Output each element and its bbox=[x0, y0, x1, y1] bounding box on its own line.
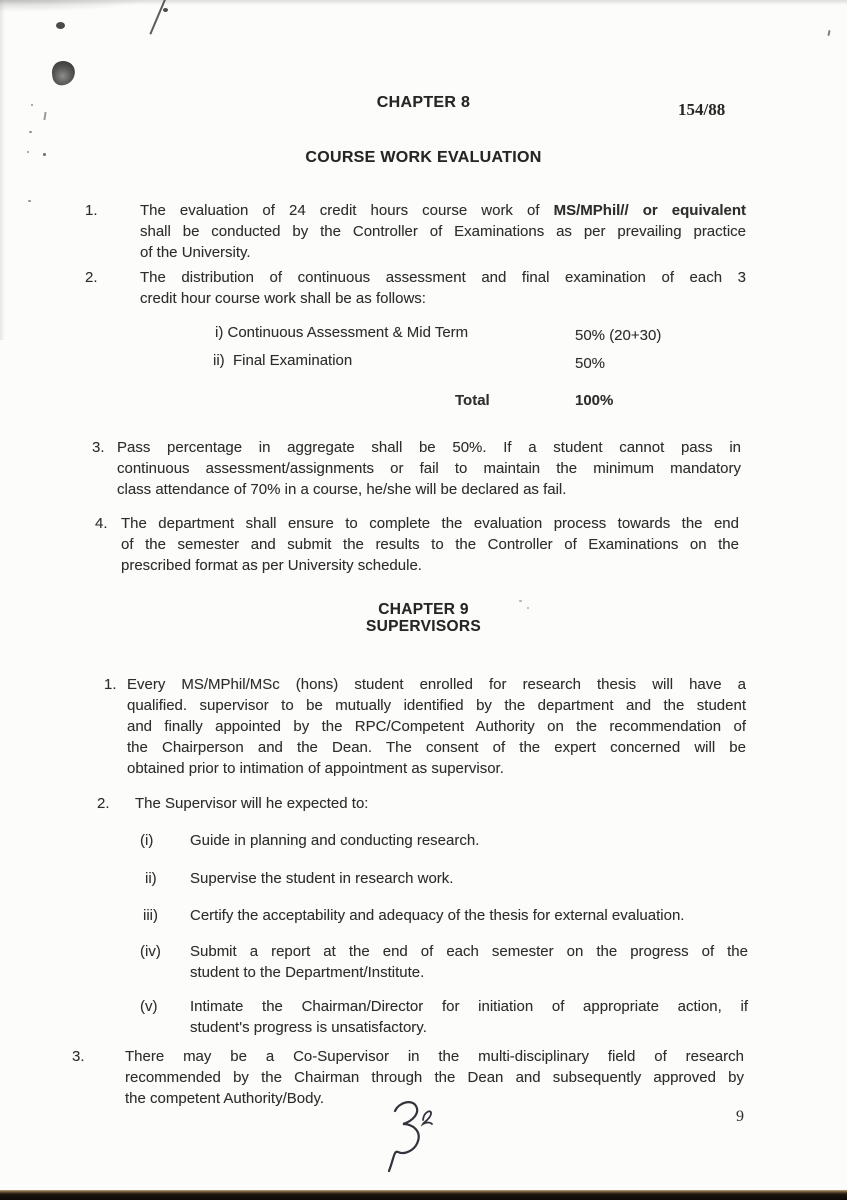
duty-number: (v) bbox=[140, 998, 158, 1015]
scan-speck bbox=[29, 131, 32, 133]
text-line: the Chairperson and the Dean. The consent of the expert concerned will be bbox=[127, 739, 746, 756]
chapter8-heading: COURSE WORK EVALUATION bbox=[305, 149, 542, 166]
list-number: 1. bbox=[104, 676, 117, 693]
text-line: The Supervisor will he expected to: bbox=[135, 795, 369, 812]
text-line: Every MS/MPhil/MSc (hons) student enrolled for research thesis will have a bbox=[127, 676, 746, 693]
text-line: obtained prior to intimation of appointment as supervisor. bbox=[127, 760, 504, 777]
duty-number: iii) bbox=[143, 907, 158, 924]
distribution-row-value: 50% bbox=[575, 355, 606, 372]
text-line: and finally appointed by the RPC/Competent Authority on the recommendation of bbox=[127, 718, 746, 735]
chapter8-title: CHAPTER 8 bbox=[376, 94, 471, 111]
duty-text: Guide in planning and conducting research. bbox=[190, 832, 480, 849]
text-line: There may be a Co-Supervisor in the multi-disciplinary field of research bbox=[125, 1048, 744, 1065]
list-number: 2. bbox=[85, 269, 98, 286]
ink-dot bbox=[56, 22, 65, 29]
text-line: continuous assessment/assignments or fail to maintain the minimum mandatory bbox=[117, 460, 741, 477]
pen-stroke bbox=[149, 0, 166, 34]
text-line: credit hour course work shall be as follows: bbox=[140, 290, 426, 307]
ink-blob bbox=[50, 60, 76, 87]
handwritten-mark bbox=[383, 1098, 447, 1178]
list-number: 3. bbox=[92, 439, 105, 456]
text-line: shall be conducted by the Controller of Examinations as per prevailing practice bbox=[140, 223, 746, 240]
text-line: prescribed format as per University schedule. bbox=[121, 557, 422, 574]
text-line: recommended by the Chairman through the Dean and subsequently approved by bbox=[125, 1069, 744, 1086]
page-number: 9 bbox=[736, 1108, 744, 1125]
text-line: Pass percentage in aggregate shall be 50%. If a student cannot pass in bbox=[117, 439, 741, 456]
distribution-total-value: 100% bbox=[575, 392, 614, 409]
text-segment-bold: MS/MPhil// or equivalent bbox=[553, 202, 746, 219]
duty-number: ii) bbox=[145, 870, 157, 887]
duty-text: Certify the acceptability and adequacy of the thesis for external evaluation. bbox=[190, 907, 685, 924]
scan-left-smudge bbox=[0, 0, 5, 340]
scan-tick bbox=[43, 112, 46, 120]
duty-number: (iv) bbox=[140, 943, 161, 960]
reference-number: 154/88 bbox=[678, 100, 726, 119]
chapter9-title: CHAPTER 9 bbox=[378, 601, 469, 618]
scan-speck bbox=[827, 30, 830, 36]
text-line: class attendance of 70% in a course, he/she will be declared as fail. bbox=[117, 481, 567, 498]
list-number: 4. bbox=[95, 515, 108, 532]
distribution-row-value: 50% (20+30) bbox=[575, 327, 662, 344]
duty-number: (i) bbox=[140, 832, 154, 849]
text-segment: The evaluation of 24 credit hours course work of bbox=[140, 202, 554, 219]
distribution-row-label: i) Continuous Assessment & Mid Term bbox=[215, 324, 469, 341]
text-line: The department shall ensure to complete the evaluation process towards the end bbox=[121, 515, 739, 532]
list-number: 1. bbox=[85, 202, 98, 219]
text-line: of the semester and submit the results to the Controller of Examinations on the bbox=[121, 536, 739, 553]
duty-text: student to the Department/Institute. bbox=[190, 964, 425, 981]
list-number: 2. bbox=[97, 795, 110, 812]
distribution-total-label: Total bbox=[455, 392, 490, 409]
chapter9-heading: SUPERVISORS bbox=[366, 618, 481, 635]
duty-text: Supervise the student in research work. bbox=[190, 870, 454, 887]
text-line bbox=[140, 200, 746, 221]
text-line: The distribution of continuous assessment and final examination of each 3 bbox=[140, 269, 746, 286]
list-number: 3. bbox=[72, 1048, 85, 1065]
distribution-row-label: ii) Final Examination bbox=[213, 352, 353, 369]
duty-text: Intimate the Chairman/Director for initiation of appropriate action, if bbox=[190, 998, 748, 1015]
duty-text: student's progress is unsatisfactory. bbox=[190, 1019, 427, 1036]
text-line: qualified. supervisor to be mutually identified by the department and the student bbox=[127, 697, 746, 714]
scan-bottom-edge bbox=[0, 1190, 847, 1200]
scan-corner-smudge bbox=[0, 0, 150, 12]
text-line: the competent Authority/Body. bbox=[125, 1090, 325, 1107]
scan-speck bbox=[28, 200, 31, 202]
duty-text: Submit a report at the end of each semester on the progress of the bbox=[190, 943, 748, 960]
text-line: of the University. bbox=[140, 244, 251, 261]
pen-dot bbox=[163, 8, 168, 12]
